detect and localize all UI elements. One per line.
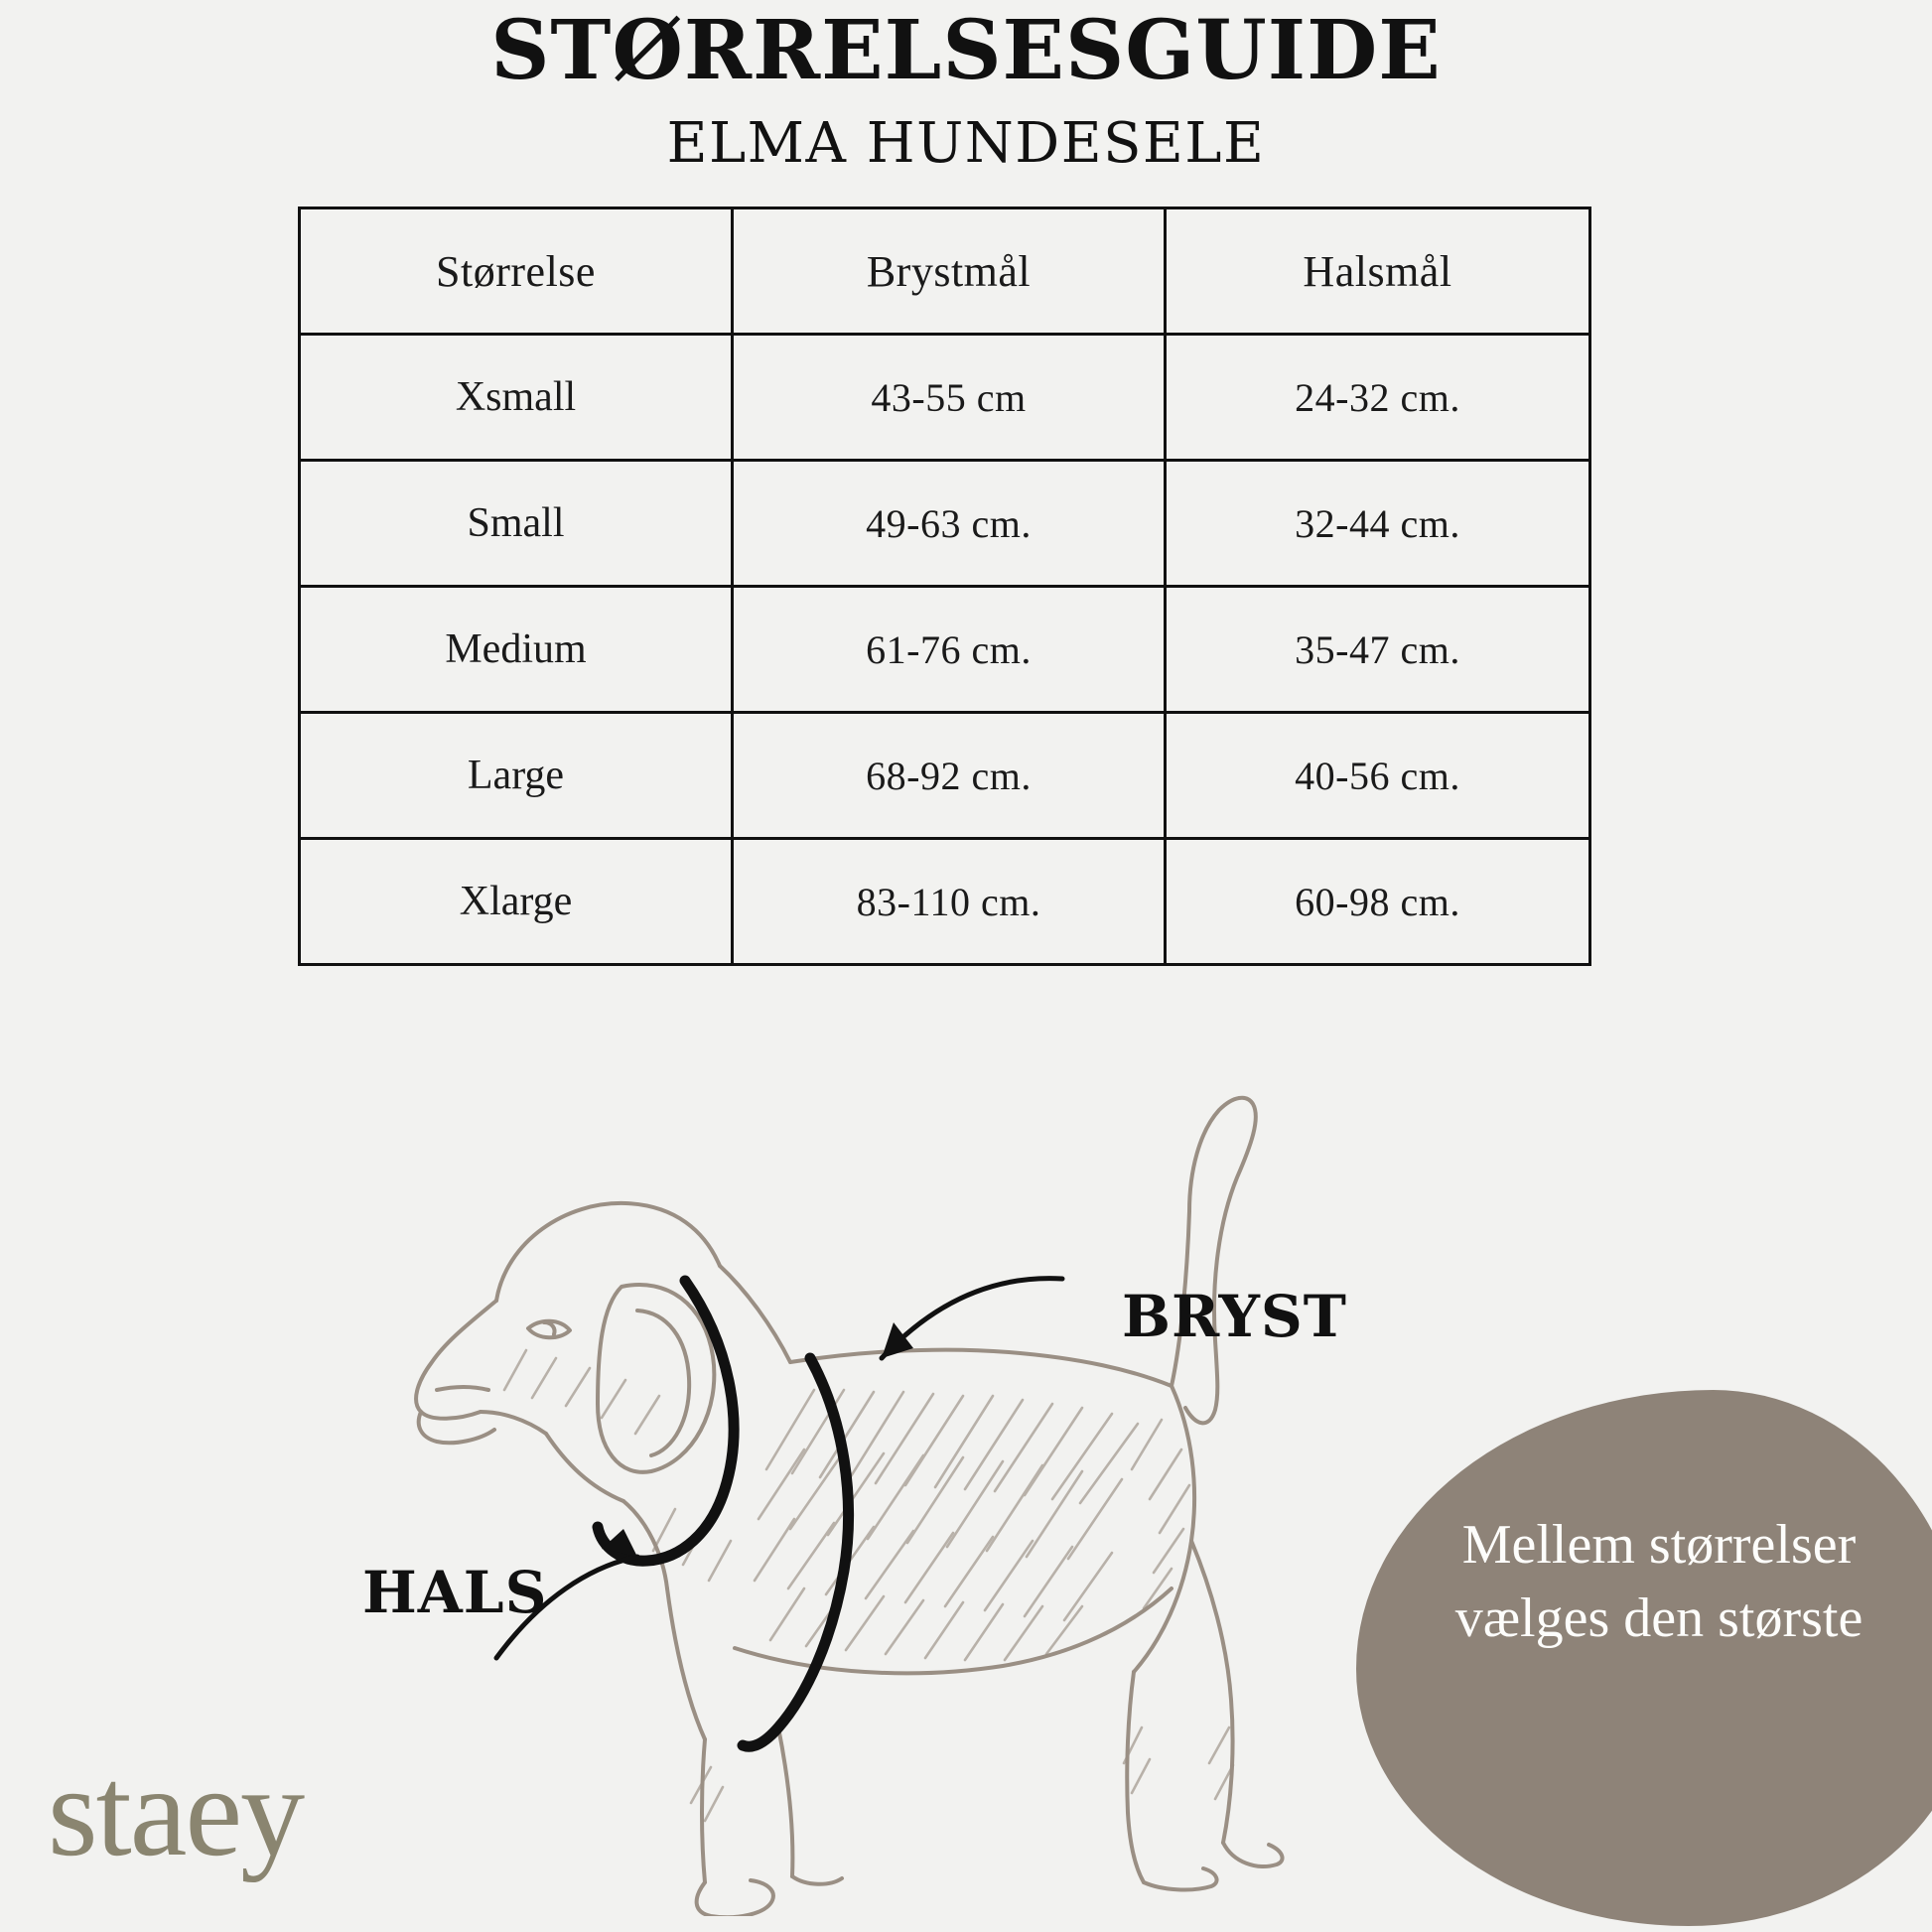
cell-chest: 49-63 cm. <box>733 461 1166 587</box>
neck-label: HALS <box>362 1559 548 1626</box>
table-row <box>300 587 1590 713</box>
chest-measure-line <box>743 1358 849 1746</box>
cell-neck: 40-56 cm. <box>1166 713 1590 839</box>
dog-sketch-icon <box>377 1092 1549 1916</box>
table-row <box>300 335 1590 461</box>
cell-neck: 32-44 cm. <box>1166 461 1590 587</box>
brand-logo: staey <box>48 1740 304 1883</box>
cell-neck: 60-98 cm. <box>1166 839 1590 965</box>
cell-size: Medium <box>300 587 733 713</box>
chest-label: BRYST <box>1122 1283 1347 1350</box>
cell-size: Large <box>300 713 733 839</box>
cell-chest: 61-76 cm. <box>733 587 1166 713</box>
cell-neck: 35-47 cm. <box>1166 587 1590 713</box>
size-table <box>298 207 1591 966</box>
cell-chest: 68-92 cm. <box>733 713 1166 839</box>
column-header-chest: Brystmål <box>733 208 1166 335</box>
table-row <box>300 839 1590 965</box>
cell-size: Xlarge <box>300 839 733 965</box>
column-header-neck: Halsmål <box>1166 208 1590 335</box>
cell-chest: 83-110 cm. <box>733 839 1166 965</box>
cell-size: Xsmall <box>300 335 733 461</box>
column-header-size: Størrelse <box>300 208 733 335</box>
cell-chest: 43-55 cm <box>733 335 1166 461</box>
table-header-row <box>300 208 1590 335</box>
cell-size: Small <box>300 461 733 587</box>
chest-arrow-icon <box>882 1279 1062 1358</box>
cell-neck: 24-32 cm. <box>1166 335 1590 461</box>
table-row <box>300 461 1590 587</box>
page-title: STØRRELSESGUIDE <box>490 3 1442 98</box>
page-subtitle: ELMA HUNDESELE <box>666 111 1266 176</box>
table-row <box>300 713 1590 839</box>
note-text: Mellem størrelser vælges den største <box>1454 1514 1863 1649</box>
